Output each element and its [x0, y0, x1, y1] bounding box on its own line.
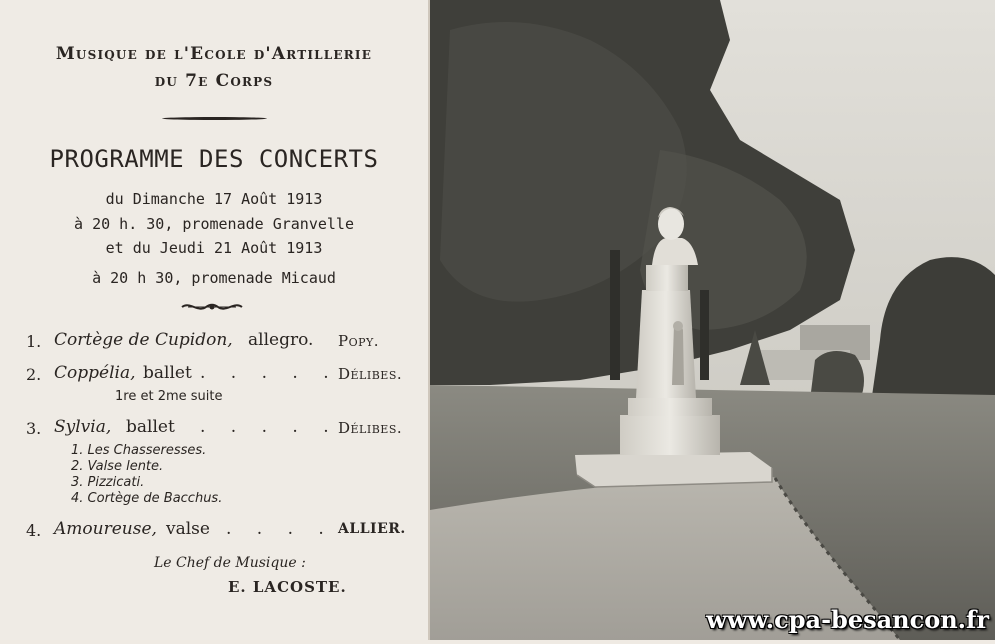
item-composer: Délibes.	[338, 419, 403, 437]
item-detail: ballet	[126, 417, 175, 437]
watermark-text: www.cpa-besancon.fr	[706, 605, 989, 634]
chef-label: Le Chef de Musique :	[154, 555, 306, 571]
item-detail: allegro.	[248, 330, 314, 350]
date-line: à 20 h 30, promenade Micaud	[92, 269, 336, 287]
item-composer: ALLIER.	[338, 521, 406, 537]
item-detail: ballet	[143, 363, 192, 383]
sub-part: 2. Valse lente.	[71, 459, 164, 474]
item-title: Cortège de Cupidon,	[54, 330, 233, 350]
item-number: 1.	[26, 332, 42, 351]
date-line: du Dimanche 17 Août 1913	[105, 190, 323, 208]
programme-title: PROGRAMME DES CONCERTS	[49, 145, 379, 173]
park-monument-image	[430, 0, 995, 640]
item-title: Amoureuse,	[54, 519, 157, 539]
item-detail: valse	[166, 519, 210, 539]
divider-rule	[162, 117, 267, 120]
item-composer: Popy.	[338, 332, 380, 350]
item-leader-dots: . . . . .	[200, 363, 339, 383]
sub-part: 3. Pizzicati.	[71, 475, 145, 490]
item-title: Coppélia,	[54, 363, 136, 383]
sub-part: 4. Cortège de Bacchus.	[71, 491, 223, 506]
item-number: 3.	[26, 419, 42, 438]
flourish-ornament-icon	[180, 300, 244, 314]
concert-programme-panel	[0, 0, 430, 640]
item-number: 4.	[26, 521, 42, 540]
item-note: 1re et 2me suite	[115, 389, 223, 404]
sub-part: 1. Les Chasseresses.	[71, 443, 207, 458]
item-title: Sylvia,	[54, 417, 112, 437]
item-leader-dots: . . . . .	[200, 417, 339, 437]
chef-name: E. LACOSTE.	[228, 578, 347, 596]
header-line-1: Musique de l'Ecole d'Artillerie	[55, 44, 373, 64]
date-line: et du Jeudi 21 Août 1913	[105, 239, 323, 257]
item-composer: Délibes.	[338, 365, 403, 383]
header-line-2: du 7e Corps	[154, 71, 274, 91]
monument-photograph	[430, 0, 995, 640]
date-line: à 20 h. 30, promenade Granvelle	[74, 215, 354, 233]
item-number: 2.	[26, 365, 42, 384]
item-leader-dots: . . . .	[226, 519, 334, 539]
